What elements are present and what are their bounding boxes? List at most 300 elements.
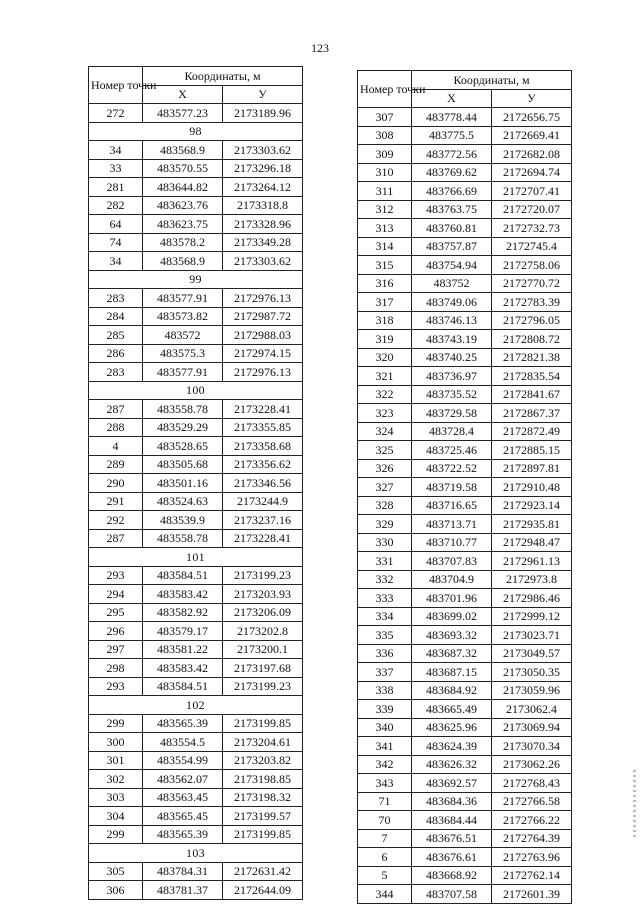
point-id-cell: 323 (358, 404, 412, 423)
table-row (358, 200, 572, 219)
y-coordinate-cell: 2172973.8 (492, 570, 572, 589)
x-coordinate-cell: 483554.99 (143, 751, 223, 770)
point-id-cell: 286 (89, 344, 143, 363)
x-coordinate-cell: 483743.19 (412, 330, 492, 349)
section-label: 98 (89, 122, 303, 141)
table-row (89, 178, 303, 197)
table-row (358, 274, 572, 293)
table-row (358, 182, 572, 201)
table-row (89, 141, 303, 160)
table-row (358, 811, 572, 830)
point-id-cell: 292 (89, 511, 143, 530)
y-coordinate-cell: 2172867.37 (492, 404, 572, 423)
point-id-cell: 337 (358, 663, 412, 682)
point-id-cell: 344 (358, 885, 412, 904)
x-coordinate-cell: 483562.07 (143, 770, 223, 789)
x-coordinate-cell: 483692.57 (412, 774, 492, 793)
point-id-cell: 293 (89, 677, 143, 696)
point-id-cell: 313 (358, 219, 412, 238)
point-id-cell: 304 (89, 807, 143, 826)
x-coordinate-cell: 483704.9 (412, 570, 492, 589)
table-row (89, 437, 303, 456)
y-coordinate-cell: 2172770.72 (492, 274, 572, 293)
x-coordinate-cell: 483558.78 (143, 529, 223, 548)
x-coordinate-cell: 483728.4 (412, 422, 492, 441)
x-coordinate-cell: 483746.13 (412, 311, 492, 330)
y-coordinate-cell: 2173062.4 (492, 700, 572, 719)
y-coordinate-cell: 2172987.72 (223, 307, 303, 326)
y-coordinate-cell: 2172758.06 (492, 256, 572, 275)
x-coordinate-cell: 483784.31 (143, 862, 223, 881)
section-label: 102 (89, 696, 303, 715)
table-row (89, 492, 303, 511)
point-id-cell: 327 (358, 478, 412, 497)
y-coordinate-cell: 2172783.39 (492, 293, 572, 312)
x-coordinate-cell: 483676.61 (412, 848, 492, 867)
coordinates-table-left (88, 66, 303, 900)
x-coordinate-cell: 483710.77 (412, 533, 492, 552)
x-coordinate-cell: 483736.97 (412, 367, 492, 386)
section-label: 99 (89, 270, 303, 289)
y-coordinate-cell: 2172745.4 (492, 237, 572, 256)
x-coordinate-cell: 483625.96 (412, 718, 492, 737)
y-coordinate-cell: 2173199.85 (223, 714, 303, 733)
point-id-cell: 33 (89, 159, 143, 178)
table-row (89, 307, 303, 326)
point-id-cell: 332 (358, 570, 412, 589)
y-coordinate-cell: 2173070.34 (492, 737, 572, 756)
x-coordinate-cell: 483565.39 (143, 714, 223, 733)
table-row (358, 459, 572, 478)
table-row (89, 400, 303, 419)
point-id-cell: 315 (358, 256, 412, 275)
x-coordinate-cell: 483725.46 (412, 441, 492, 460)
point-id-cell: 338 (358, 681, 412, 700)
x-coordinate-cell: 483623.76 (143, 196, 223, 215)
table-row (89, 807, 303, 826)
y-coordinate-cell: 2173203.82 (223, 751, 303, 770)
x-coordinate-cell: 483582.92 (143, 603, 223, 622)
x-coordinate-cell: 483579.17 (143, 622, 223, 641)
y-coordinate-cell: 2172763.96 (492, 848, 572, 867)
point-id-cell: 325 (358, 441, 412, 460)
table-row (89, 862, 303, 881)
table-row (358, 885, 572, 904)
x-coordinate-cell: 483577.23 (143, 104, 223, 123)
point-id-cell: 305 (89, 862, 143, 881)
x-coordinate-cell: 483740.25 (412, 348, 492, 367)
y-coordinate-cell: 2172764.39 (492, 829, 572, 848)
point-id-cell: 320 (358, 348, 412, 367)
point-id-cell: 340 (358, 718, 412, 737)
y-coordinate-cell: 2173203.93 (223, 585, 303, 604)
point-id-cell: 297 (89, 640, 143, 659)
x-coordinate-cell: 483528.65 (143, 437, 223, 456)
point-id-cell: 287 (89, 529, 143, 548)
table-row (358, 866, 572, 885)
y-coordinate-cell: 2173204.61 (223, 733, 303, 752)
table-row (358, 848, 572, 867)
x-coordinate-cell: 483572 (143, 326, 223, 345)
y-coordinate-cell: 2173189.96 (223, 104, 303, 123)
x-coordinate-cell: 483772.56 (412, 145, 492, 164)
y-coordinate-cell: 2172732.73 (492, 219, 572, 238)
point-id-cell: 6 (358, 848, 412, 867)
table-body-left (89, 104, 303, 900)
y-coordinate-cell: 2172897.81 (492, 459, 572, 478)
section-label: 100 (89, 381, 303, 400)
section-label: 103 (89, 844, 303, 863)
y-coordinate-cell: 2172762.14 (492, 866, 572, 885)
x-coordinate-cell: 483684.36 (412, 792, 492, 811)
point-id-cell: 293 (89, 566, 143, 585)
table-row (89, 455, 303, 474)
point-id-cell: 287 (89, 400, 143, 419)
x-coordinate-cell: 483565.45 (143, 807, 223, 826)
x-coordinate-cell: 483716.65 (412, 496, 492, 515)
table-row (89, 233, 303, 252)
table-row (358, 404, 572, 423)
table-row (89, 159, 303, 178)
y-coordinate-cell: 2172768.43 (492, 774, 572, 793)
scan-edge-mark (633, 770, 636, 840)
x-coordinate-cell: 483701.96 (412, 589, 492, 608)
header-y: У (223, 85, 303, 104)
y-coordinate-cell: 2172935.81 (492, 515, 572, 534)
table-row (89, 418, 303, 437)
table-row (89, 603, 303, 622)
y-coordinate-cell: 2173049.57 (492, 644, 572, 663)
y-coordinate-cell: 2173023.71 (492, 626, 572, 645)
table-row (358, 589, 572, 608)
y-coordinate-cell: 2173198.85 (223, 770, 303, 789)
point-id-cell: 291 (89, 492, 143, 511)
y-coordinate-cell: 2172910.48 (492, 478, 572, 497)
point-id-cell: 333 (358, 589, 412, 608)
table-row (358, 792, 572, 811)
y-coordinate-cell: 2173199.23 (223, 677, 303, 696)
point-id-cell: 300 (89, 733, 143, 752)
point-id-cell: 299 (89, 825, 143, 844)
point-id-cell: 311 (358, 182, 412, 201)
table-row (89, 714, 303, 733)
point-id-cell: 339 (358, 700, 412, 719)
y-coordinate-cell: 2172766.22 (492, 811, 572, 830)
table-row (89, 622, 303, 641)
table-row (89, 344, 303, 363)
point-id-cell: 326 (358, 459, 412, 478)
point-id-cell: 309 (358, 145, 412, 164)
x-coordinate-cell: 483763.75 (412, 200, 492, 219)
x-coordinate-cell: 483713.71 (412, 515, 492, 534)
point-id-cell: 336 (358, 644, 412, 663)
y-coordinate-cell: 2172656.75 (492, 108, 572, 127)
table-row (89, 289, 303, 308)
table-row (89, 511, 303, 530)
point-id-cell: 64 (89, 215, 143, 234)
x-coordinate-cell: 483693.32 (412, 626, 492, 645)
y-coordinate-cell: 2172601.39 (492, 885, 572, 904)
table-row (358, 552, 572, 571)
x-coordinate-cell: 483623.75 (143, 215, 223, 234)
table-row (358, 737, 572, 756)
table-row (89, 733, 303, 752)
point-id-cell: 306 (89, 881, 143, 900)
x-coordinate-cell: 483554.5 (143, 733, 223, 752)
point-id-cell: 298 (89, 659, 143, 678)
x-coordinate-cell: 483584.51 (143, 566, 223, 585)
table-row (89, 770, 303, 789)
y-coordinate-cell: 2173356.62 (223, 455, 303, 474)
table-row (89, 585, 303, 604)
y-coordinate-cell: 2172669.41 (492, 126, 572, 145)
table-row (89, 881, 303, 900)
table-row (358, 385, 572, 404)
header-point-number: Номер точки (358, 71, 412, 108)
x-coordinate-cell: 483760.81 (412, 219, 492, 238)
point-id-cell: 295 (89, 603, 143, 622)
x-coordinate-cell: 483778.44 (412, 108, 492, 127)
y-coordinate-cell: 2172885.15 (492, 441, 572, 460)
point-id-cell: 307 (358, 108, 412, 127)
point-id-cell: 335 (358, 626, 412, 645)
y-coordinate-cell: 2173202.8 (223, 622, 303, 641)
y-coordinate-cell: 2172872.49 (492, 422, 572, 441)
y-coordinate-cell: 2173197.68 (223, 659, 303, 678)
y-coordinate-cell: 2172974.15 (223, 344, 303, 363)
point-id-cell: 74 (89, 233, 143, 252)
y-coordinate-cell: 2172720.07 (492, 200, 572, 219)
x-coordinate-cell: 483775.5 (412, 126, 492, 145)
table-row (358, 126, 572, 145)
point-id-cell: 285 (89, 326, 143, 345)
y-coordinate-cell: 2173355.85 (223, 418, 303, 437)
point-id-cell: 341 (358, 737, 412, 756)
point-id-cell: 312 (358, 200, 412, 219)
y-coordinate-cell: 2172694.74 (492, 163, 572, 182)
x-coordinate-cell: 483501.16 (143, 474, 223, 493)
table-row (89, 529, 303, 548)
table-body-right (358, 108, 572, 904)
y-coordinate-cell: 2173346.56 (223, 474, 303, 493)
table-row (89, 751, 303, 770)
point-id-cell: 4 (89, 437, 143, 456)
x-coordinate-cell: 483539.9 (143, 511, 223, 530)
table-row (89, 196, 303, 215)
point-id-cell: 319 (358, 330, 412, 349)
point-id-cell: 34 (89, 141, 143, 160)
point-id-cell: 301 (89, 751, 143, 770)
table-row (89, 566, 303, 585)
y-coordinate-cell: 2172948.47 (492, 533, 572, 552)
y-coordinate-cell: 2173206.09 (223, 603, 303, 622)
point-id-cell: 331 (358, 552, 412, 571)
point-id-cell: 283 (89, 289, 143, 308)
x-coordinate-cell: 483707.83 (412, 552, 492, 571)
header-point-number: Номер точки (89, 67, 143, 104)
y-coordinate-cell: 2172961.13 (492, 552, 572, 571)
point-id-cell: 294 (89, 585, 143, 604)
x-coordinate-cell: 483573.82 (143, 307, 223, 326)
section-row (89, 122, 303, 141)
x-coordinate-cell: 483575.3 (143, 344, 223, 363)
x-coordinate-cell: 483578.2 (143, 233, 223, 252)
point-id-cell: 317 (358, 293, 412, 312)
header-x: X (143, 85, 223, 104)
x-coordinate-cell: 483722.52 (412, 459, 492, 478)
table-row (89, 363, 303, 382)
x-coordinate-cell: 483524.63 (143, 492, 223, 511)
point-id-cell: 314 (358, 237, 412, 256)
x-coordinate-cell: 483749.06 (412, 293, 492, 312)
table-row (358, 108, 572, 127)
x-coordinate-cell: 483626.32 (412, 755, 492, 774)
coordinates-table-right (357, 70, 572, 904)
point-id-cell: 329 (358, 515, 412, 534)
section-row (89, 696, 303, 715)
x-coordinate-cell: 483752 (412, 274, 492, 293)
point-id-cell: 283 (89, 363, 143, 382)
x-coordinate-cell: 483769.62 (412, 163, 492, 182)
point-id-cell: 321 (358, 367, 412, 386)
x-coordinate-cell: 483735.52 (412, 385, 492, 404)
y-coordinate-cell: 2172821.38 (492, 348, 572, 367)
point-id-cell: 316 (358, 274, 412, 293)
x-coordinate-cell: 483699.02 (412, 607, 492, 626)
point-id-cell: 290 (89, 474, 143, 493)
x-coordinate-cell: 483719.58 (412, 478, 492, 497)
point-id-cell: 302 (89, 770, 143, 789)
table-row (358, 774, 572, 793)
table-row (358, 293, 572, 312)
x-coordinate-cell: 483529.29 (143, 418, 223, 437)
point-id-cell: 343 (358, 774, 412, 793)
y-coordinate-cell: 2173199.57 (223, 807, 303, 826)
y-coordinate-cell: 2173244.9 (223, 492, 303, 511)
table-row (358, 570, 572, 589)
x-coordinate-cell: 483687.15 (412, 663, 492, 682)
table-row (358, 311, 572, 330)
y-coordinate-cell: 2173264.12 (223, 178, 303, 197)
point-id-cell: 322 (358, 385, 412, 404)
table-row (358, 700, 572, 719)
x-coordinate-cell: 483563.45 (143, 788, 223, 807)
table-row (358, 496, 572, 515)
x-coordinate-cell: 483781.37 (143, 881, 223, 900)
y-coordinate-cell: 2172766.58 (492, 792, 572, 811)
point-id-cell: 71 (358, 792, 412, 811)
point-id-cell: 330 (358, 533, 412, 552)
x-coordinate-cell: 483676.51 (412, 829, 492, 848)
x-coordinate-cell: 483577.91 (143, 363, 223, 382)
table-row (89, 825, 303, 844)
point-id-cell: 281 (89, 178, 143, 197)
header-y: У (492, 89, 572, 108)
point-id-cell: 5 (358, 866, 412, 885)
point-id-cell: 284 (89, 307, 143, 326)
table-row (358, 533, 572, 552)
y-coordinate-cell: 2173198.32 (223, 788, 303, 807)
table-row (89, 104, 303, 123)
x-coordinate-cell: 483577.91 (143, 289, 223, 308)
y-coordinate-cell: 2173228.41 (223, 529, 303, 548)
y-coordinate-cell: 2173303.62 (223, 252, 303, 271)
table-row (358, 145, 572, 164)
x-coordinate-cell: 483624.39 (412, 737, 492, 756)
x-coordinate-cell: 483583.42 (143, 659, 223, 678)
x-coordinate-cell: 483581.22 (143, 640, 223, 659)
y-coordinate-cell: 2172976.13 (223, 363, 303, 382)
table-row (358, 348, 572, 367)
y-coordinate-cell: 2173200.1 (223, 640, 303, 659)
y-coordinate-cell: 2173050.35 (492, 663, 572, 682)
x-coordinate-cell: 483729.58 (412, 404, 492, 423)
table-row (358, 681, 572, 700)
point-id-cell: 289 (89, 455, 143, 474)
header-x: X (412, 89, 492, 108)
section-row (89, 844, 303, 863)
y-coordinate-cell: 2173059.96 (492, 681, 572, 700)
x-coordinate-cell: 483565.39 (143, 825, 223, 844)
table-row (358, 718, 572, 737)
y-coordinate-cell: 2173237.16 (223, 511, 303, 530)
table-row (358, 441, 572, 460)
y-coordinate-cell: 2172707.41 (492, 182, 572, 201)
y-coordinate-cell: 2172976.13 (223, 289, 303, 308)
x-coordinate-cell: 483766.69 (412, 182, 492, 201)
point-id-cell: 282 (89, 196, 143, 215)
y-coordinate-cell: 2173349.28 (223, 233, 303, 252)
point-id-cell: 318 (358, 311, 412, 330)
point-id-cell: 342 (358, 755, 412, 774)
x-coordinate-cell: 483684.44 (412, 811, 492, 830)
table-row (358, 422, 572, 441)
table-row (89, 677, 303, 696)
x-coordinate-cell: 483568.9 (143, 141, 223, 160)
y-coordinate-cell: 2172682.08 (492, 145, 572, 164)
table-row (358, 237, 572, 256)
table-row (358, 626, 572, 645)
y-coordinate-cell: 2173358.68 (223, 437, 303, 456)
point-id-cell: 324 (358, 422, 412, 441)
point-id-cell: 272 (89, 104, 143, 123)
header-coordinates: Координаты, м (143, 67, 303, 86)
y-coordinate-cell: 2172986.46 (492, 589, 572, 608)
point-id-cell: 70 (358, 811, 412, 830)
x-coordinate-cell: 483584.51 (143, 677, 223, 696)
y-coordinate-cell: 2173199.85 (223, 825, 303, 844)
x-coordinate-cell: 483583.42 (143, 585, 223, 604)
x-coordinate-cell: 483687.32 (412, 644, 492, 663)
table-row (358, 478, 572, 497)
y-coordinate-cell: 2173228.41 (223, 400, 303, 419)
table-row (89, 474, 303, 493)
section-row (89, 381, 303, 400)
y-coordinate-cell: 2172631.42 (223, 862, 303, 881)
y-coordinate-cell: 2173318.8 (223, 196, 303, 215)
x-coordinate-cell: 483568.9 (143, 252, 223, 271)
table-row (358, 163, 572, 182)
y-coordinate-cell: 2172808.72 (492, 330, 572, 349)
table-row (358, 256, 572, 275)
point-id-cell: 299 (89, 714, 143, 733)
section-row (89, 270, 303, 289)
y-coordinate-cell: 2173199.23 (223, 566, 303, 585)
table-row (358, 515, 572, 534)
table-row (358, 607, 572, 626)
section-label: 101 (89, 548, 303, 567)
header-coordinates: Координаты, м (412, 71, 572, 90)
